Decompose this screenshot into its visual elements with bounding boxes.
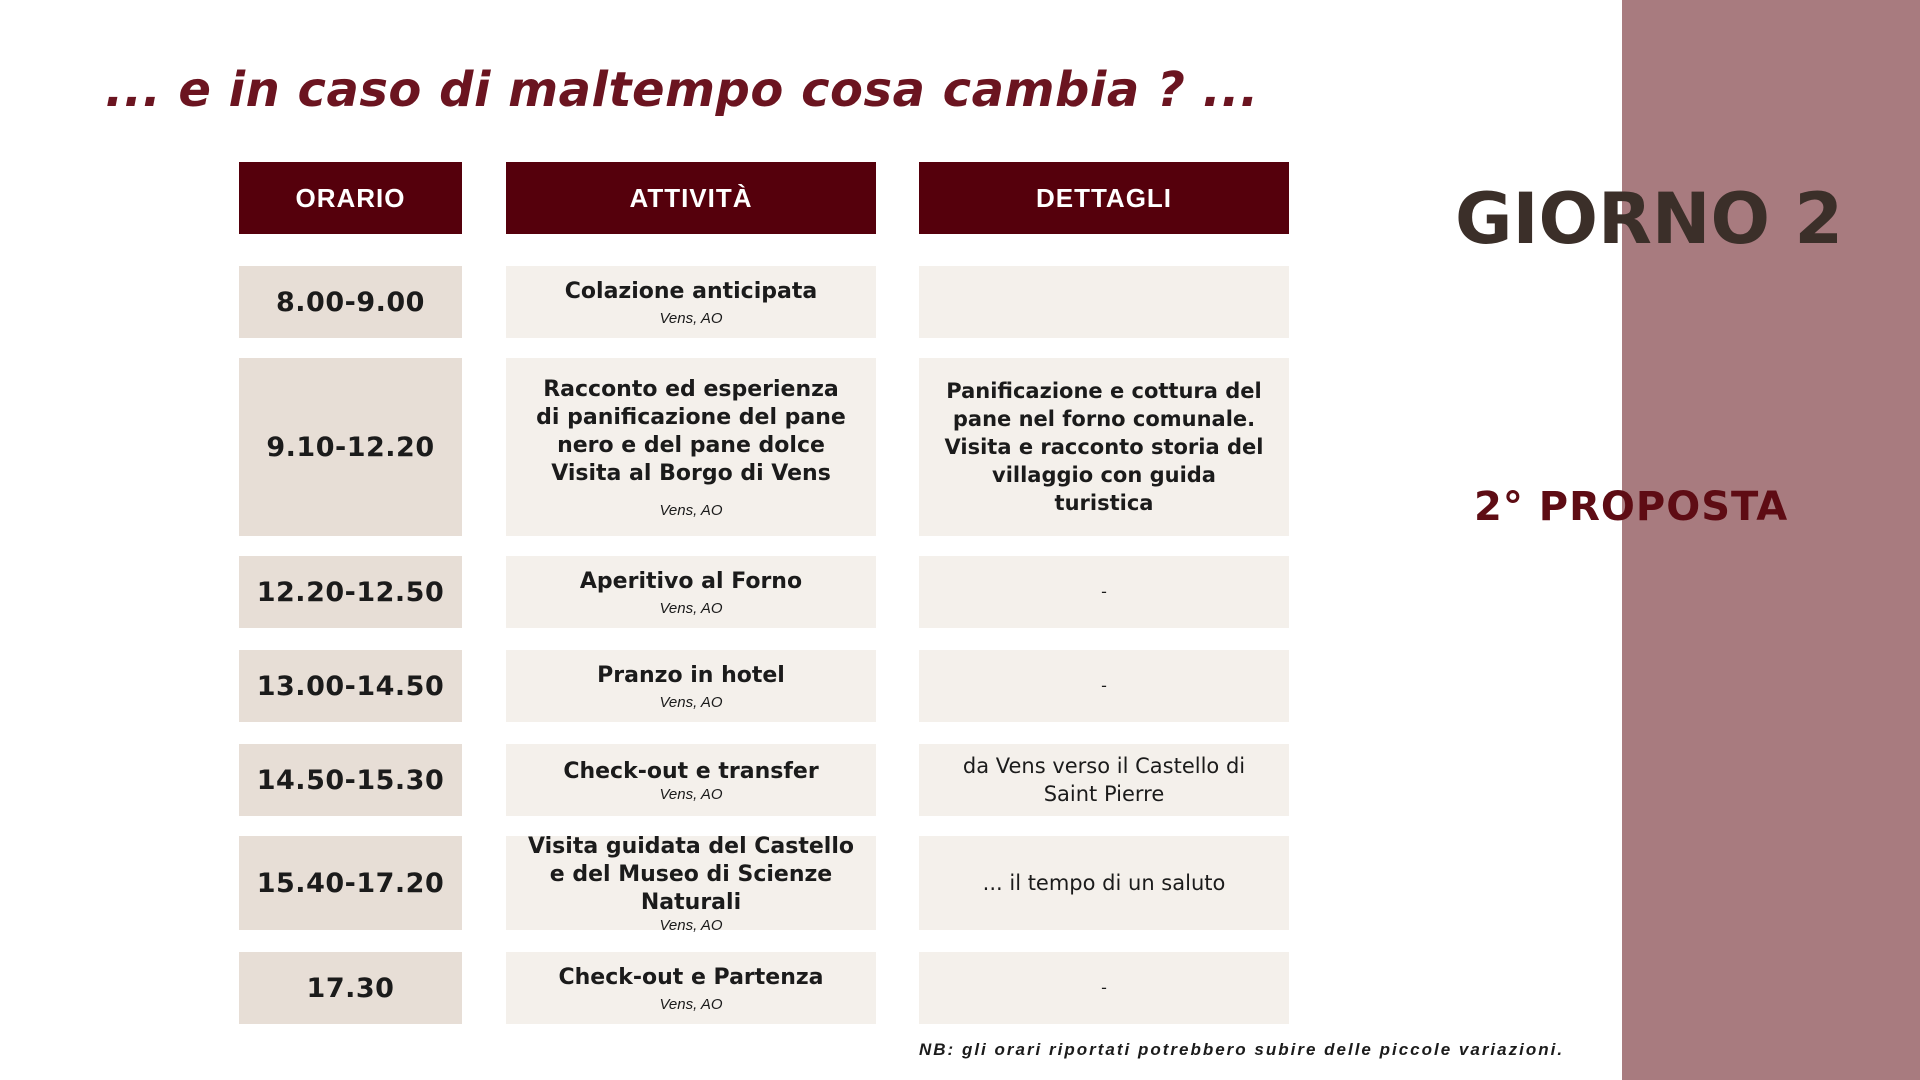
time-text: 14.50-15.30 (256, 764, 445, 796)
time-cell (239, 650, 462, 722)
activity-location: Vens, AO (659, 916, 723, 934)
day-title: GIORNO 2 (1455, 178, 1844, 260)
time-cell (239, 744, 462, 816)
activity-cell (506, 358, 876, 536)
activity-cell (506, 650, 876, 722)
details-text: - (1101, 676, 1107, 695)
header-time: ORARIO (239, 162, 462, 234)
time-text: 15.40-17.20 (256, 867, 445, 899)
activity-location: Vens, AO (659, 785, 723, 803)
activity-cell (506, 266, 876, 338)
side-band (1622, 0, 1920, 1080)
details-cell (919, 744, 1289, 816)
activity-location: Vens, AO (659, 309, 723, 327)
activity-cell (506, 744, 876, 816)
details-cell (919, 358, 1289, 536)
header-activity: ATTIVITÀ (506, 162, 876, 234)
activity-title: Colazione anticipata (564, 278, 818, 304)
details-text: ... il tempo di un saluto (982, 871, 1226, 895)
activity-cell (506, 556, 876, 628)
activity-title: Visita guidata del Castello e del Museo di Scienze Naturali (528, 833, 854, 915)
details-text: da Vens verso il Castello di Saint Pierre (962, 754, 1246, 806)
activity-title: Racconto ed esperienza di panificazione del pane nero e del pane dolce Visita al Borgo di Vens (536, 376, 846, 486)
footnote: NB: gli orari riportati potrebbero subire delle piccole variazioni. (919, 1040, 1565, 1059)
time-cell (239, 836, 462, 930)
time-cell (239, 952, 462, 1024)
details-cell (919, 650, 1289, 722)
details-text: - (1101, 978, 1107, 997)
page-title: ... e in caso di maltempo cosa cambia ? ... (105, 62, 1259, 118)
activity-location: Vens, AO (659, 599, 723, 617)
time-cell (239, 556, 462, 628)
details-text: - (1101, 582, 1107, 601)
time-text: 9.10-12.20 (266, 431, 435, 463)
time-text: 8.00-9.00 (276, 286, 425, 318)
details-cell (919, 836, 1289, 930)
activity-location: Vens, AO (659, 995, 723, 1013)
details-cell (919, 952, 1289, 1024)
activity-title: Aperitivo al Forno (579, 568, 803, 594)
activity-title: Check-out e transfer (563, 758, 819, 784)
time-text: 17.30 (306, 972, 395, 1004)
header-details: DETTAGLI (919, 162, 1289, 234)
proposal-label: 2° PROPOSTA (1474, 484, 1789, 530)
details-cell (919, 266, 1289, 338)
activity-title: Pranzo in hotel (597, 662, 785, 688)
activity-cell (506, 833, 876, 934)
time-cell (239, 266, 462, 338)
details-cell (919, 556, 1289, 628)
activity-cell (506, 952, 876, 1024)
time-text: 13.00-14.50 (256, 670, 445, 702)
time-text: 12.20-12.50 (256, 576, 445, 608)
time-cell (239, 358, 462, 536)
activity-location: Vens, AO (659, 501, 723, 519)
activity-location: Vens, AO (659, 693, 723, 711)
details-text: Panificazione e cottura del pane nel forno comunale. Visita e racconto storia del villaggio con guida turistica (944, 379, 1264, 515)
activity-title: Check-out e Partenza (558, 964, 824, 990)
